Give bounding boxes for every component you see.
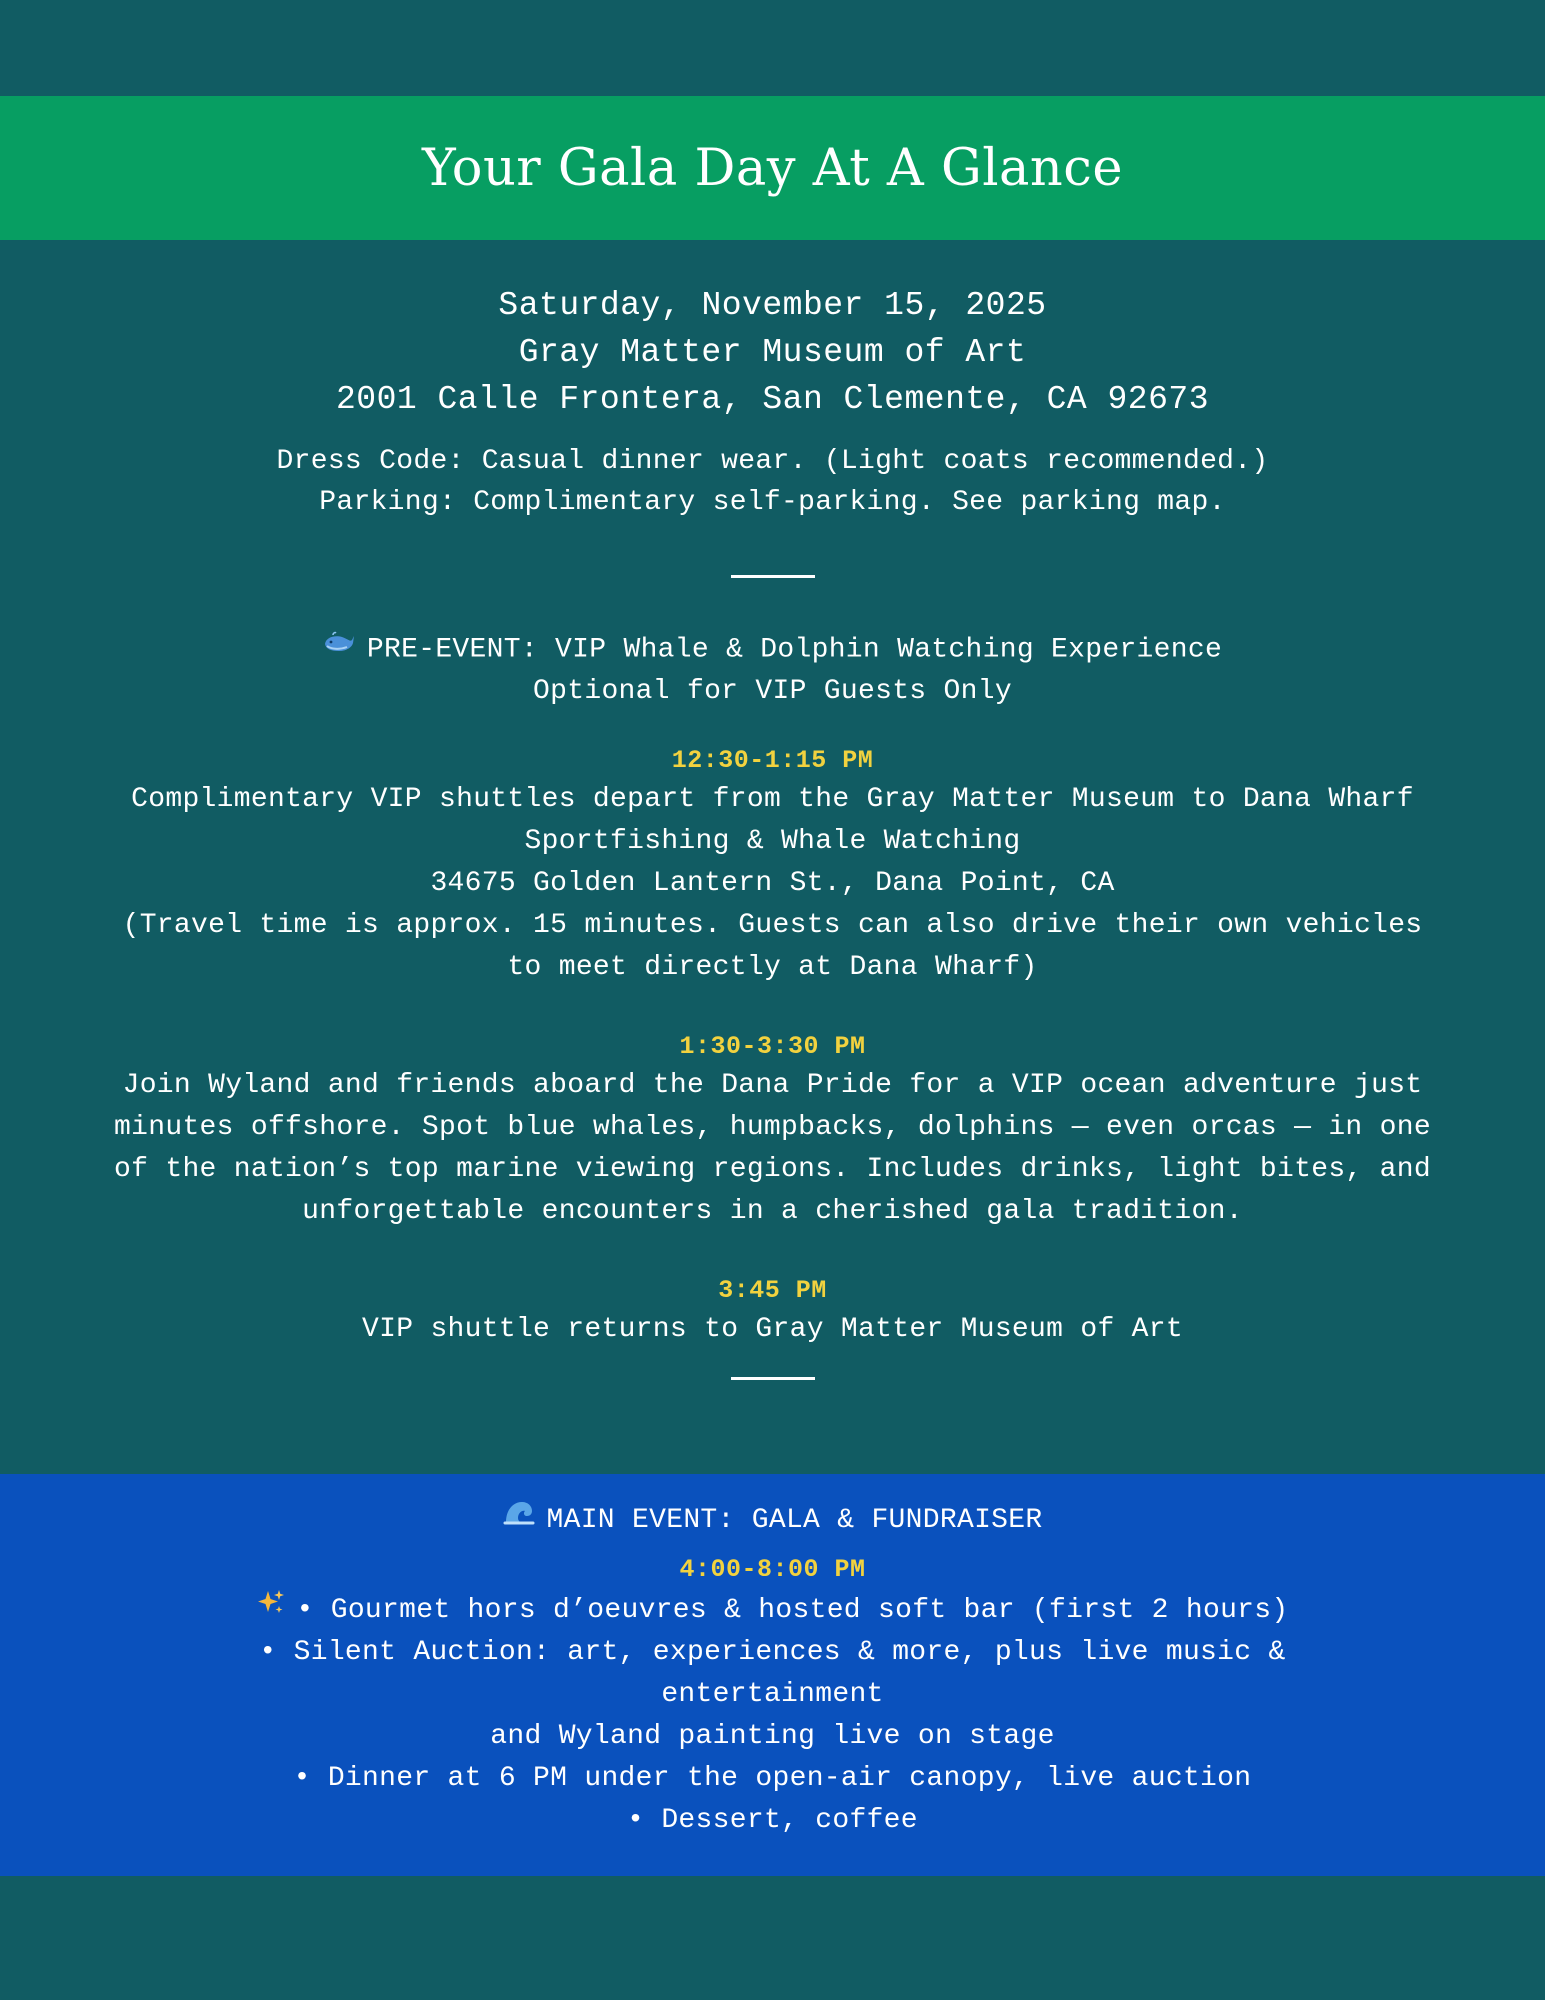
event-info: [0, 240, 1545, 423]
main-event-item-food-text: • Gourmet hors d’oeuvres & hosted soft bar (first 2 hours): [296, 1594, 1289, 1626]
pre-event-title: PRE-EVENT: VIP Whale & Dolphin Watching Experience: [366, 634, 1223, 666]
parking-info: Parking: Complimentary self-parking. See parking map.: [319, 487, 1226, 518]
wave-icon: [503, 1498, 535, 1541]
sparkles-icon: [257, 1588, 285, 1631]
time-slot-1-shuttle: Complimentary VIP shuttles depart from the Gray Matter Museum to Dana Wharf Sportfishing & Whale Watching: [131, 784, 1414, 858]
time-slot-2-description: Join Wyland and friends aboard the Dana Pride for a VIP ocean adventure just minutes offshore. Spot blue whales, humpbacks, dolphins — even orcas — in one of the nation’s top marine viewing regions. Includes drinks, light bites, and unforgettable encounters in a cherished gala tradition.: [114, 1070, 1431, 1228]
time-slot-3-description: VIP shuttle returns to Gray Matter Museum of Art: [362, 1314, 1183, 1346]
event-address: 2001 Calle Frontera, San Clemente, CA 92673: [335, 381, 1210, 418]
main-event-item-auction: • Silent Auction: art, experiences & more, plus live music & entertainment: [259, 1636, 1286, 1710]
event-venue: Gray Matter Museum of Art: [518, 334, 1027, 371]
title-banner: [0, 96, 1545, 240]
page-title: Your Gala Day At A Glance: [422, 138, 1123, 198]
dress-code: Dress Code: Casual dinner wear. (Light coats recommended.): [276, 446, 1269, 477]
event-date: Saturday, November 15, 2025: [498, 287, 1047, 324]
main-event-item-painting: and Wyland painting live on stage: [490, 1720, 1055, 1752]
main-event-item-dinner: • Dinner at 6 PM under the open-air canopy, live auction: [293, 1762, 1252, 1794]
event-details: [0, 441, 1545, 523]
main-event-heading: [0, 1498, 1545, 1542]
time-slot-3-time: 3:45 PM: [718, 1276, 827, 1306]
main-event-item-dessert: • Dessert, coffee: [627, 1804, 918, 1836]
time-slot-1-address: 34675 Golden Lantern St., Dana Point, CA: [430, 868, 1115, 900]
pre-event-heading: [0, 628, 1545, 671]
pre-event-subtitle: Optional for VIP Guests Only: [533, 676, 1012, 708]
section-divider: [731, 1377, 815, 1380]
section-divider: [731, 575, 815, 578]
main-event-section: [0, 1474, 1545, 1876]
event-content: [0, 240, 1545, 1380]
pre-event-section: [0, 628, 1545, 1351]
time-slot-1-time: 12:30-1:15 PM: [671, 746, 874, 776]
main-event-time: 4:00-8:00 PM: [679, 1554, 866, 1584]
whale-icon: [323, 628, 355, 670]
time-slot-2-time: 1:30-3:30 PM: [679, 1032, 866, 1062]
main-event-item-food: [203, 1588, 1343, 1632]
main-event-title: MAIN EVENT: GALA & FUNDRAISER: [546, 1504, 1043, 1536]
time-slot-1-note: (Travel time is approx. 15 minutes. Guests can also drive their own vehicles to meet directly at Dana Wharf): [122, 910, 1423, 984]
